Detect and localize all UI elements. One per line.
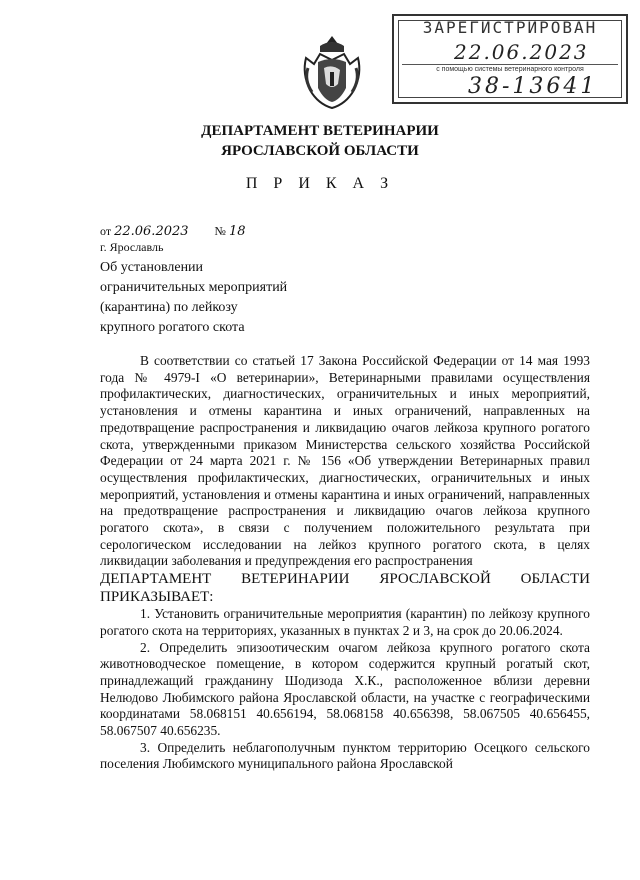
coat-of-arms-emblem xyxy=(300,34,364,110)
city: г. Ярославль xyxy=(100,240,164,254)
department-name-line2: ЯРОСЛАВСКОЙ ОБЛАСТИ xyxy=(221,143,419,159)
order-item-1: 1. Установить ограничительные мероприятия (карантин) по лейкозу крупного рогатого скота на территориях, указанных в пунктах 2 и 3, на срок до 20.06.2024. xyxy=(100,606,590,638)
stamp-date: 22.06.2023 xyxy=(454,40,589,64)
number-label: № xyxy=(214,224,226,238)
subject-line: (карантина) по лейкозу xyxy=(100,300,238,315)
subject-line: Об установлении xyxy=(100,260,204,275)
order-body xyxy=(100,353,590,773)
registration-stamp xyxy=(392,14,628,104)
preamble-paragraph: В соответствии со статьей 17 Закона Российской Федерации от 14 мая 1993 года № 4979-I «О ветеринарии», Ветеринарными правилами осуществления профилактических, диагностических, ограничительных и иных мероприятий, установления и отмены карантина и иных ограничений, направленных на предотвращение распространения и ликвидацию очагов лейкоза крупного рогатого скота, утвержденными приказом Министерства сельского хозяйства Российской Федерации от 24 марта 2021 г. № 156 «Об утверждении Ветеринарных правил осуществления профилактических, диагностических, ограничительных и иных мероприятий, установления и отмены карантина и иных ограничений, направленных на предотвращение распространения и ликвидацию очагов лейкоза крупного рогатого скота», в связи с получением положительного результата при серологическом исследовании на лейкоз крупного рогатого скота, в целях ликвидации заболевания и предупреждения его распространения xyxy=(100,353,590,569)
order-subject xyxy=(100,258,287,338)
from-label: от xyxy=(100,224,112,238)
order-date: 22.06.2023 xyxy=(114,224,189,239)
order-date-number xyxy=(100,224,246,239)
stamp-title: ЗАРЕГИСТРИРОВАН xyxy=(422,18,598,37)
document-type-title: П Р И К А З xyxy=(245,175,395,192)
subject-line: крупного рогатого скота xyxy=(100,320,245,335)
orders-heading: ДЕПАРТАМЕНТ ВЕТЕРИНАРИИ ЯРОСЛАВСКОЙ ОБЛАСТИ ПРИКАЗЫВАЕТ: xyxy=(100,571,590,606)
stamp-caption: с помощью системы ветеринарного контроля xyxy=(436,66,584,73)
order-item-2: 2. Определить эпизоотическим очагом лейкоза крупного рогатого скота животноводческое помещение, в котором содержится крупный рогатый скот, принадлежащий гражданину Шодизода Х.К., расположенное вблизи деревни Нелюдово Любимского района Ярославской области, на участке с географическими координатами 58.068151 40.656194, 58.068158 40.656398, 58.067505 40.656455, 58.067507 40.656235. xyxy=(100,639,590,739)
stamp-divider xyxy=(402,64,618,65)
order-number: 18 xyxy=(228,224,246,239)
subject-line: ограничительных мероприятий xyxy=(100,280,288,295)
stamp-number: 38-13641 xyxy=(468,74,598,99)
department-name-line1: ДЕПАРТАМЕНТ ВЕТЕРИНАРИИ xyxy=(201,123,439,139)
order-item-3: 3. Определить неблагополучным пунктом территорию Осецкого сельского поселения Любимского муниципального района Ярославской xyxy=(100,739,590,772)
